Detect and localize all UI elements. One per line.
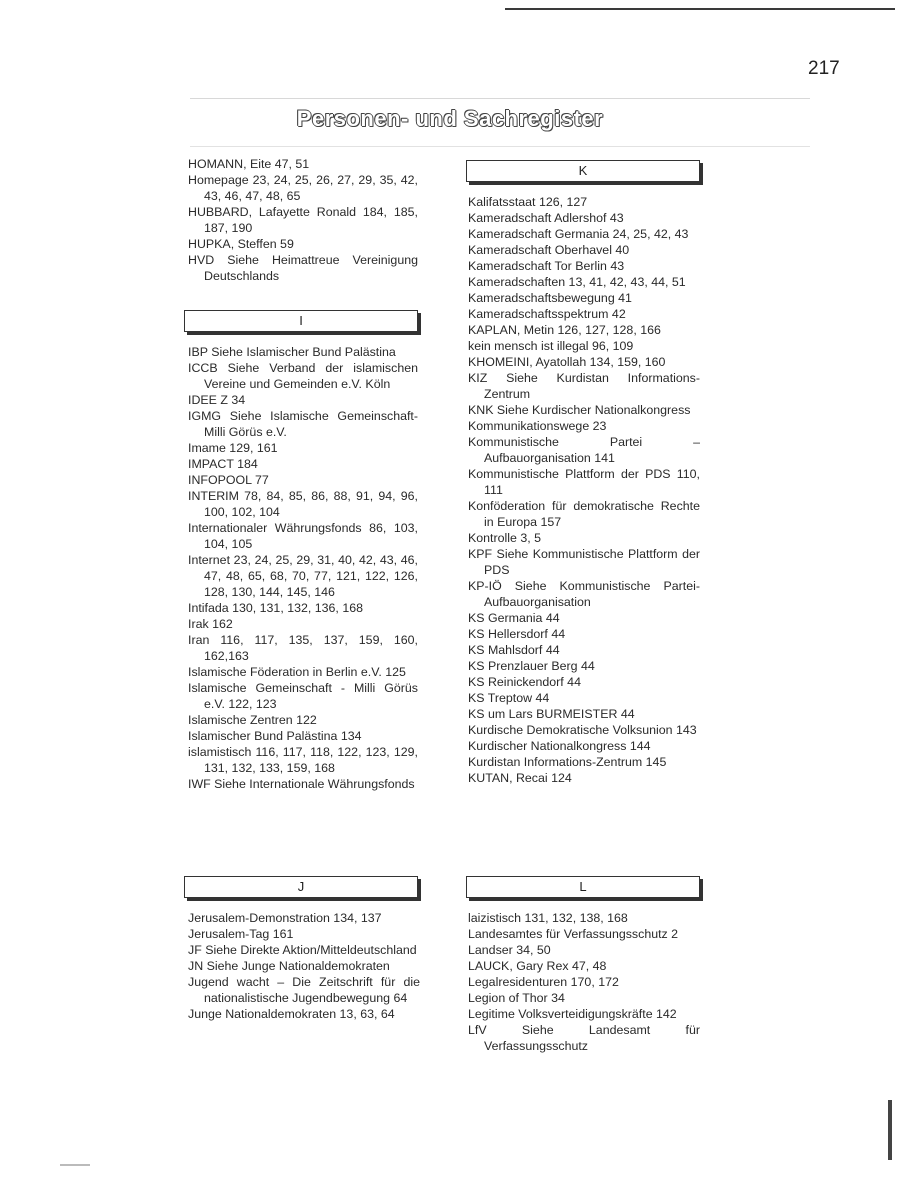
index-entry: Jerusalem-Tag 161 (188, 927, 294, 941)
entry-list (188, 910, 420, 1022)
index-entry: ICCB Siehe Verband der islamischen Vereine und Gemeinden e.V. Köln (188, 361, 418, 391)
entry-list (468, 194, 700, 786)
index-entry: Landser 34, 50 (468, 943, 551, 957)
index-entry: Imame 129, 161 (188, 441, 278, 455)
index-entry: Konföderation für demokratische Rechte in Europa 157 (468, 499, 700, 529)
index-entry: Kameradschaftsbewegung 41 (468, 291, 632, 305)
index-entry: JF Siehe Direkte Aktion/Mitteldeutschland (188, 943, 417, 957)
section-h-continued (188, 156, 418, 284)
letter-header-l: L (466, 876, 700, 898)
index-entry: Jerusalem-Demonstration 134, 137 (188, 911, 382, 925)
index-entry: Irak 162 (188, 617, 233, 631)
index-entry: KUTAN, Recai 124 (468, 771, 572, 785)
index-entry: JN Siehe Junge Nationaldemokraten (188, 959, 390, 973)
scan-edge-mark (888, 1100, 892, 1160)
index-entry: INFOPOOL 77 (188, 473, 269, 487)
index-entry: IBP Siehe Islamischer Bund Palästina (188, 345, 396, 359)
index-entry: LAUCK, Gary Rex 47, 48 (468, 959, 607, 973)
index-entry: KS Hellersdorf 44 (468, 627, 566, 641)
index-entry: HOMANN, Eite 47, 51 (188, 157, 310, 171)
index-entry: Landesamtes für Verfassungsschutz 2 (468, 927, 679, 941)
index-entry: Kommunikationswege 23 (468, 419, 607, 433)
index-entry: Kameradschaft Germania 24, 25, 42, 43 (468, 227, 689, 241)
index-entry: LfV Siehe Landesamt für Verfassungsschutz (468, 1023, 700, 1053)
index-entry: IGMG Siehe Islamische Gemeinschaft-Milli Görüs e.V. (188, 409, 418, 439)
index-entry: Kurdischer Nationalkongress 144 (468, 739, 651, 753)
page-title: Personen- und Sachregister (296, 106, 604, 131)
letter-header-j: J (184, 876, 418, 898)
index-entry: Iran 116, 117, 135, 137, 159, 160, 162,163 (188, 633, 418, 663)
scan-corner-mark (60, 1164, 90, 1166)
index-entry: KS Reinickendorf 44 (468, 675, 581, 689)
section-l (466, 876, 706, 1054)
index-entry: KS Prenzlauer Berg 44 (468, 659, 595, 673)
entry-list (188, 344, 418, 792)
index-entry: KAPLAN, Metin 126, 127, 128, 166 (468, 323, 661, 337)
entry-list (468, 910, 700, 1054)
index-entry: Islamische Föderation in Berlin e.V. 125 (188, 665, 406, 679)
index-entry: KPF Siehe Kommunistische Plattform der PDS (468, 547, 700, 577)
index-entry: Kameradschaften 13, 41, 42, 43, 44, 51 (468, 275, 686, 289)
index-entry: Kurdistan Informations-Zentrum 145 (468, 755, 667, 769)
index-entry: Internet 23, 24, 25, 29, 31, 40, 42, 43, 46, 47, 48, 65, 68, 70, 77, 121, 122, 126, 128, 130, 144, 145, 146 (188, 553, 418, 599)
index-entry: Legitime Volksverteidigungskräfte 142 (468, 1007, 677, 1021)
index-entry: Legion of Thor 34 (468, 991, 565, 1005)
index-entry: Jugend wacht – Die Zeitschrift für die nationalistische Jugendbewegung 64 (188, 975, 420, 1005)
index-entry: Kameradschaft Oberhavel 40 (468, 243, 630, 257)
index-entry: IWF Siehe Internationale Währungsfonds (188, 777, 415, 791)
index-entry: Kameradschaft Tor Berlin 43 (468, 259, 625, 273)
index-entry: KNK Siehe Kurdischer Nationalkongress (468, 403, 691, 417)
index-entry: Kameradschaftsspektrum 42 (468, 307, 626, 321)
index-entry: KIZ Siehe Kurdistan Informations-Zentrum (468, 371, 700, 401)
index-entry: HUBBARD, Lafayette Ronald 184, 185, 187, 190 (188, 205, 418, 235)
index-entry: Kontrolle 3, 5 (468, 531, 542, 545)
section-i (184, 310, 420, 792)
index-entry: Intifada 130, 131, 132, 136, 168 (188, 601, 363, 615)
index-entry: KHOMEINI, Ayatollah 134, 159, 160 (468, 355, 666, 369)
page-number: 217 (808, 58, 840, 79)
index-entry: INTERIM 78, 84, 85, 86, 88, 91, 94, 96, 100, 102, 104 (188, 489, 418, 519)
entry-list (188, 156, 418, 284)
index-entry: Kommunistische Plattform der PDS 110, 111 (468, 467, 700, 497)
index-entry: Junge Nationaldemokraten 13, 63, 64 (188, 1007, 395, 1021)
index-entry: Islamische Zentren 122 (188, 713, 317, 727)
index-entry: KS Treptow 44 (468, 691, 550, 705)
index-entry: Internationaler Währungsfonds 86, 103, 104, 105 (188, 521, 418, 551)
index-entry: Kameradschaft Adlershof 43 (468, 211, 624, 225)
index-entry: islamistisch 116, 117, 118, 122, 123, 129, 131, 132, 133, 159, 168 (188, 745, 418, 775)
index-entry: KS um Lars BURMEISTER 44 (468, 707, 635, 721)
index-entry: laizistisch 131, 132, 138, 168 (468, 911, 628, 925)
section-j (184, 876, 420, 1022)
index-entry: KS Germania 44 (468, 611, 560, 625)
section-k (466, 160, 706, 786)
index-entry: IMPACT 184 (188, 457, 258, 471)
index-entry: Kurdische Demokratische Volksunion 143 (468, 723, 697, 737)
index-entry: Islamischer Bund Palästina 134 (188, 729, 362, 743)
index-entry: kein mensch ist illegal 96, 109 (468, 339, 634, 353)
index-entry: Legalresidenturen 170, 172 (468, 975, 619, 989)
index-entry: Homepage 23, 24, 25, 26, 27, 29, 35, 42, 43, 46, 47, 48, 65 (188, 173, 418, 203)
index-entry: HVD Siehe Heimattreue Vereinigung Deutschlands (188, 253, 418, 283)
header-rule-lower (190, 146, 810, 147)
index-entry: KS Mahlsdorf 44 (468, 643, 560, 657)
top-rule (505, 8, 895, 10)
index-entry: IDEE Z 34 (188, 393, 246, 407)
index-entry: HUPKA, Steffen 59 (188, 237, 294, 251)
index-entry: Kalifatsstaat 126, 127 (468, 195, 588, 209)
index-entry: Kommunistische Partei – Aufbauorganisation 141 (468, 435, 700, 465)
letter-header-i: I (184, 310, 418, 332)
index-entry: Islamische Gemeinschaft - Milli Görüs e.V. 122, 123 (188, 681, 418, 711)
header-rule (190, 98, 810, 99)
index-entry: KP-IÖ Siehe Kommunistische Partei-Aufbauorganisation (468, 579, 700, 609)
letter-header-k: K (466, 160, 700, 182)
